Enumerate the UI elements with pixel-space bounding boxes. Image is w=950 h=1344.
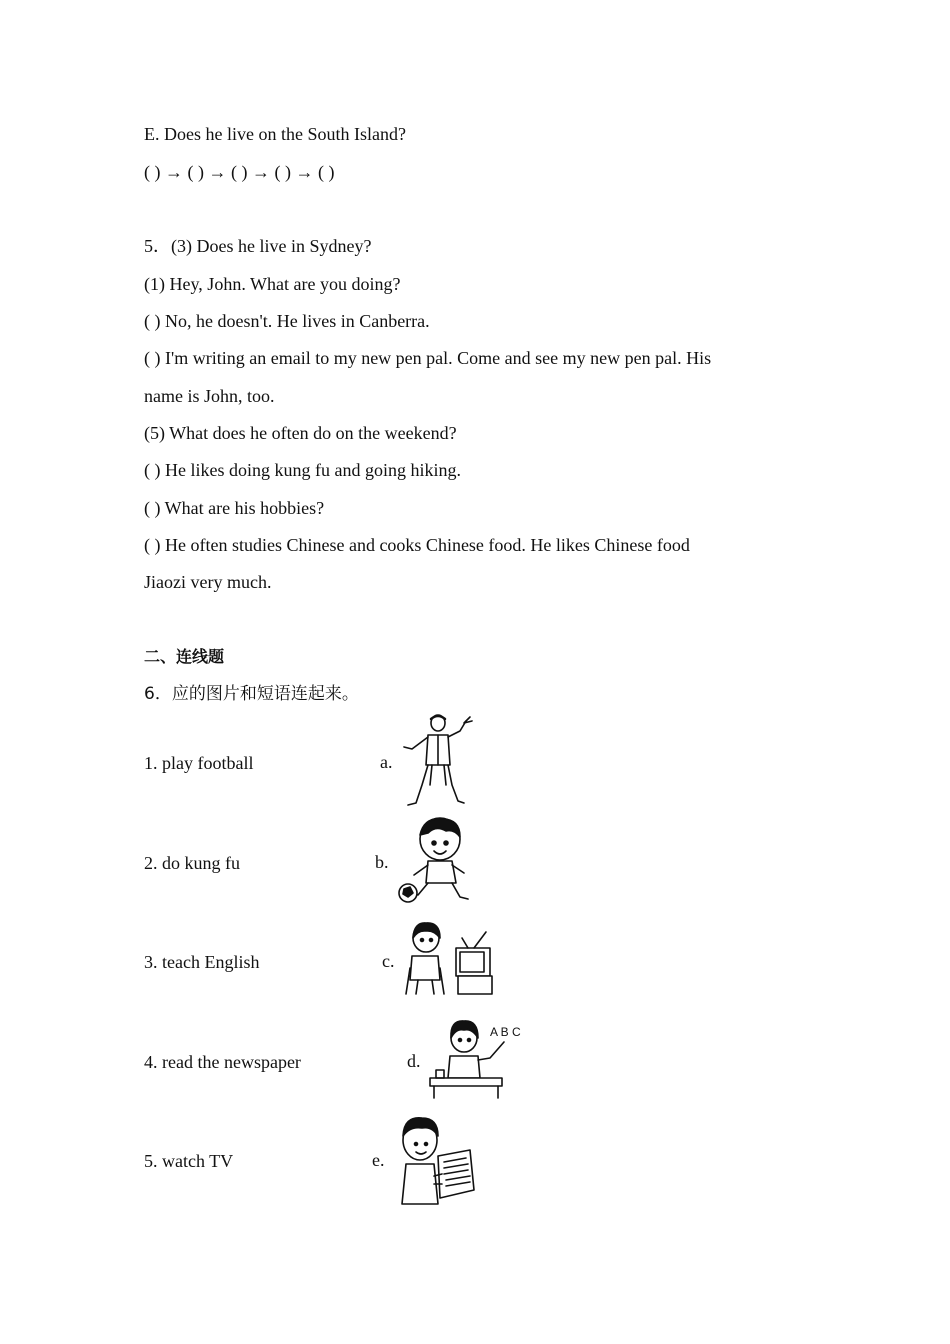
section-heading: 二、连线题 <box>144 647 225 666</box>
dialogue-line: (1) Hey, John. What are you doing? <box>144 274 401 294</box>
picture-letter: d. <box>407 1051 421 1071</box>
dialogue-line[interactable]: ( ) He likes doing kung fu and going hiking. <box>144 460 461 480</box>
answer-sequence[interactable]: ( ) → ( ) → ( ) → ( ) → ( ) <box>144 162 335 182</box>
dialogue-line: name is John, too. <box>144 386 275 406</box>
phrase-item[interactable]: 2. do kung fu <box>144 853 240 873</box>
boy-playing-football-picture[interactable] <box>398 815 478 907</box>
dialogue-line[interactable]: ( ) No, he doesn't. He lives in Canberra. <box>144 311 430 331</box>
dialogue-line[interactable]: ( ) What are his hobbies? <box>144 498 325 518</box>
q6-instruction: 6．应的图片和短语连起来。 <box>144 684 359 704</box>
dialogue-line: Jiaozi very much. <box>144 572 272 592</box>
picture-letter: c. <box>382 951 395 971</box>
phrase-item[interactable]: 3. teach English <box>144 952 260 972</box>
q5-title: 5．(3) Does he live in Sydney? <box>144 236 372 256</box>
dialogue-line: (5) What does he often do on the weekend? <box>144 423 457 443</box>
option-e: E. Does he live on the South Island? <box>144 124 406 144</box>
kung-fu-man-picture[interactable] <box>398 713 478 809</box>
picture-letter: e. <box>372 1150 385 1170</box>
girl-watching-tv-picture[interactable] <box>404 920 496 998</box>
dialogue-line[interactable]: ( ) I'm writing an email to my new pen pal. Come and see my new pen pal. His <box>144 348 712 368</box>
board-letters: A B C <box>490 1025 521 1039</box>
man-reading-newspaper-picture[interactable] <box>394 1114 476 1206</box>
picture-letter: b. <box>375 852 389 872</box>
phrase-item[interactable]: 1. play football <box>144 753 254 773</box>
picture-letter: a. <box>380 752 393 772</box>
dialogue-line[interactable]: ( ) He often studies Chinese and cooks Chinese food. He likes Chinese food <box>144 535 690 555</box>
phrase-item[interactable]: 5. watch TV <box>144 1151 234 1171</box>
teacher-teaching-picture[interactable] <box>428 1018 528 1100</box>
phrase-item[interactable]: 4. read the newspaper <box>144 1052 301 1072</box>
